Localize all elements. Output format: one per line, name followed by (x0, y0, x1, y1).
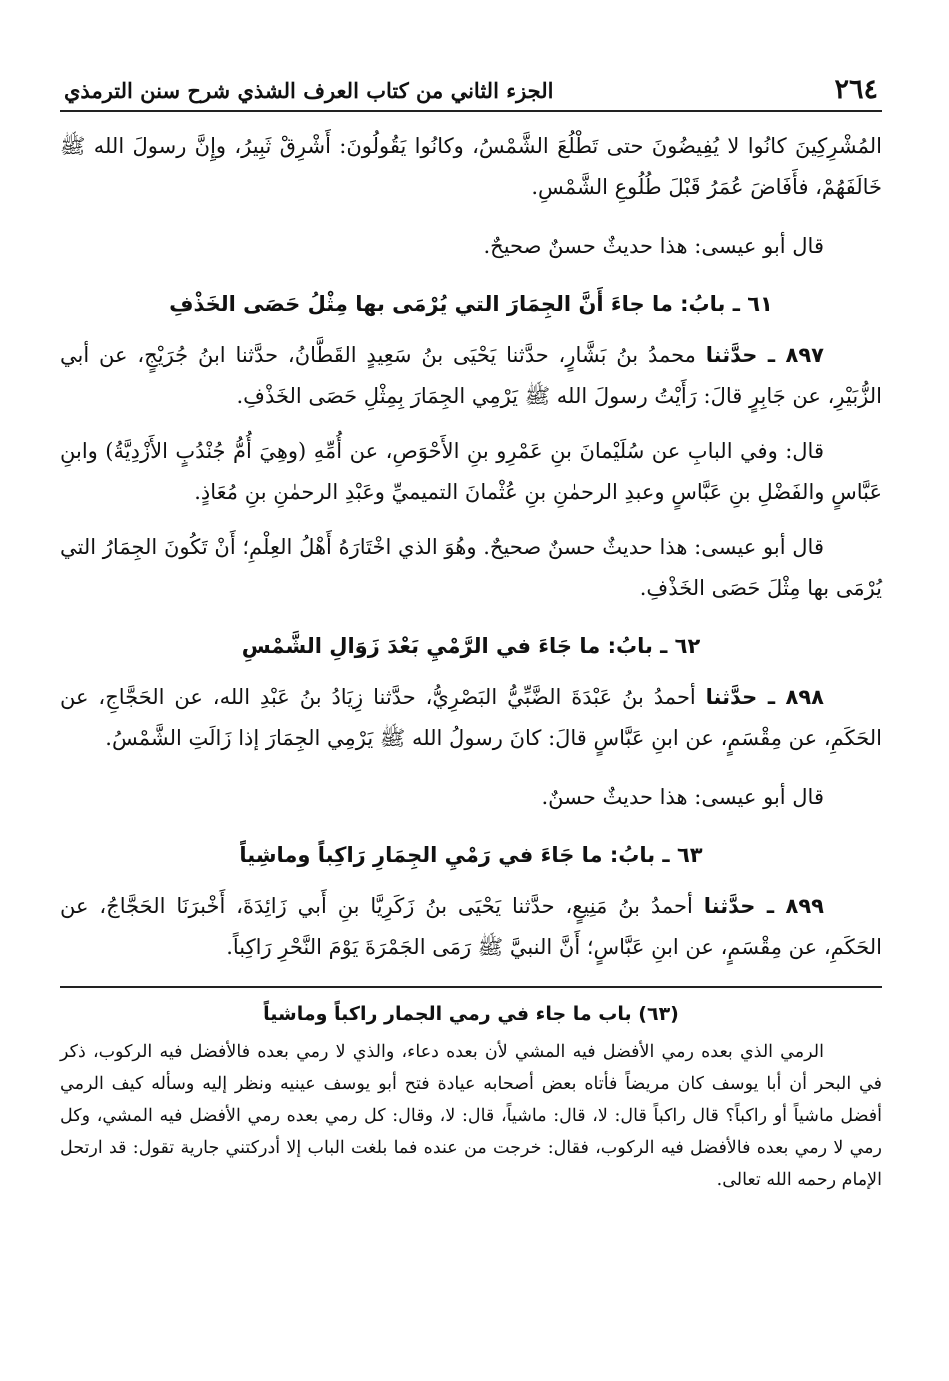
commentary-text: الرمي الذي بعده رمي الأفضل فيه المشي لأن بعده دعاء، والذي لا رمي بعده فالأفضل فيه الركوب، ذكر في البحر أن أبا يوسف كان مريضاً فأتاه بعض أصحابه عيادة فتح أبو يوسف عينيه ونظر إليه وسأله كيف الرمي أفضل ماشياً أو راكباً؟ قال راكباً قال: لا، قال: ماشياً، قال: لا، وقال: كل رمي بعده رمي الأفضل فيه المشي، وكل رمي لا رمي بعده فالأفضل فيه الركوب، فقال: خرجت من عنده فما بلغت الباب إلا أدركتني جارية تقول: قد ارتحل الإمام رحمه الله تعالى. (60, 1042, 882, 1190)
hadith-897 (60, 335, 882, 417)
abu-isa-verdict: قال أبو عيسى: هذا حديثٌ حسنٌ صحيحٌ. (483, 234, 824, 258)
hadith-899 (60, 886, 882, 968)
hadith-number-marker: ٨٩٩ ـ حدَّثنا (703, 894, 824, 918)
running-title: الجزء الثاني من كتاب العرف الشذي شرح سنن الترمذي (64, 78, 554, 103)
chapter-heading-62: ٦٢ ـ بابُ: ما جَاءَ في الرَّمْيِ بَعْدَ زَوَالِ الشَّمْسِ (241, 634, 701, 658)
hadith-number-marker: ٨٩٨ ـ حدَّثنا (705, 685, 824, 709)
hadith-898 (60, 677, 882, 759)
hadith-number-marker: ٨٩٧ ـ حدَّثنا (705, 343, 824, 367)
abu-isa-verdict: قال أبو عيسى: هذا حديثٌ حسنٌ. (541, 785, 824, 809)
commentary-heading: (٦٣) باب ما جاء في رمي الجمار راكباً وماشياً (263, 1003, 679, 1025)
commentary-divider (60, 986, 882, 988)
abu-isa-verdict: قال أبو عيسى: هذا حديثٌ حسنٌ صحيحٌ. وهُوَ الذي اخْتَارَهُ أَهْلُ العِلْمِ؛ أَنْ تَكُونَ الجِمَارُ التي يُرْمَى بها مِثْلَ حَصَى الخَذْفِ. (60, 535, 882, 600)
page-number: ٢٦٤ (834, 74, 878, 105)
chapter-heading-63: ٦٣ ـ بابُ: ما جَاءَ في رَمْيِ الجِمَارِ رَاكِباً وماشِياً (239, 843, 703, 867)
continuation-paragraph: المُشْرِكِينَ كانُوا لا يُفِيضُونَ حتى تَطْلُعَ الشَّمْسُ، وكانُوا يَقُولُونَ: أَشْرِقْ ثَبِيرُ، وإِنَّ رسولَ الله ﷺ خَالَفَهُمْ، فأَفَاضَ عُمَرُ قَبْلَ طُلُوعِ الشَّمْسِ. (60, 134, 882, 199)
book-page (60, 66, 882, 1196)
hadith-text: أحمدُ بنُ عَبْدَةَ الضَّبِّيُّ البَصْرِيُّ، حدَّثنا زِيَادُ بنُ عَبْدِ الله، عن الحَجَّاجِ، عن الحَكَمِ، عن مِقْسَمٍ، عن ابنِ عَبَّاسٍ قالَ: كانَ رسولُ الله ﷺ يَرْمِي الجِمَارَ إذا زَالَتِ الشَّمْسُ. (60, 685, 882, 750)
hadith-text: أحمدُ بنُ مَنِيعٍ، حدَّثنا يَحْيَى بنُ زَكَرِيَّا بنِ أَبي زَائِدَةَ، أَخْبرَنَا الحَجَّاجُ، عن الحَكَمِ، عن مِقْسَمٍ، عن ابنِ عَبَّاسٍ؛ أَنَّ النبيَّ ﷺ رَمَى الجَمْرَةَ يَوْمَ النَّحْرِ رَاكِباً. (60, 894, 882, 959)
chapter-heading-61: ٦١ ـ بابُ: ما جاءَ أَنَّ الجِمَارَ التي يُرْمَى بها مِثْلُ حَصَى الخَذْفِ (169, 292, 773, 316)
fil-bab-paragraph: قال: وفي البابِ عن سُلَيْمانَ بنِ عَمْرِو بنِ الأَحْوَصِ، عن أُمِّهِ (وهِيَ أُمُّ جُنْدُبٍ الأَزْدِيَّةُ) وابنِ عَبَّاسٍ والفَضْلِ بنِ عَبَّاسٍ وعبدِ الرحمٰنِ بنِ عُثْمانَ التميميِّ وعَبْدِ الرحمٰنِ بنِ مُعَاذٍ. (60, 439, 882, 504)
running-header (60, 66, 882, 112)
hadith-text: محمدُ بنُ بَشَّارٍ، حدَّثنا يَحْيَى بنُ سَعِيدٍ القَطَّانُ، حدَّثنا ابنُ جُرَيْجٍ، عن أبي الزُّبَيْرِ، عن جَابِرٍ قالَ: رَأَيْتُ رسولَ الله ﷺ يَرْمِي الجِمَارَ بِمِثْلِ حَصَى الخَذْفِ. (60, 343, 882, 408)
